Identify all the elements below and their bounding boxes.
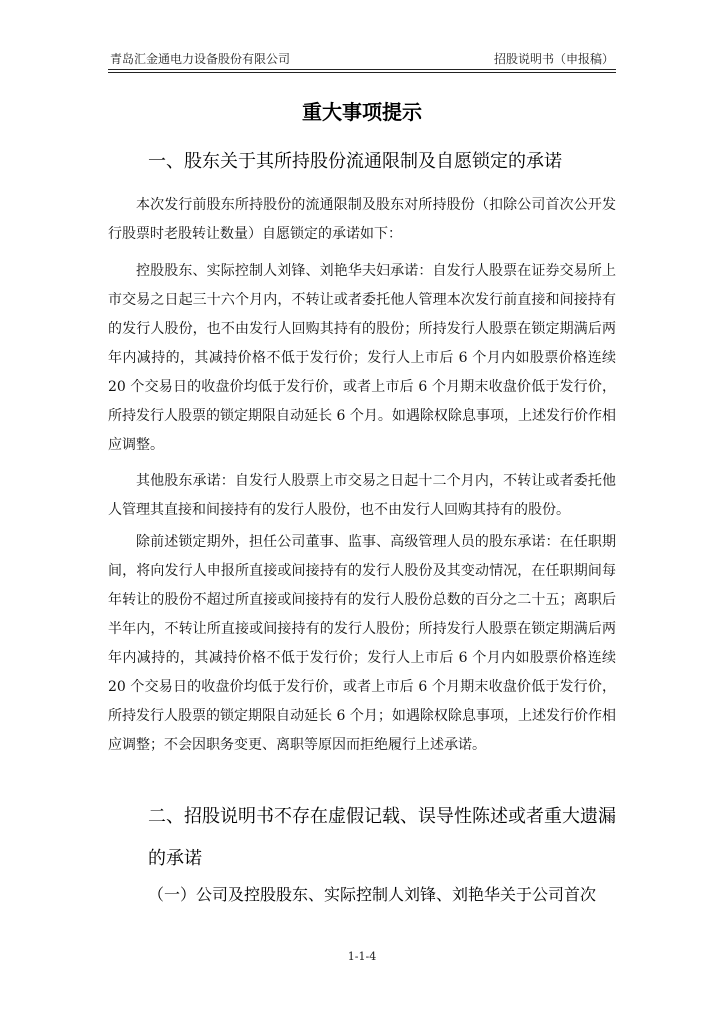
header-rule-double bbox=[108, 72, 616, 73]
section-1-heading-text: 一、股东关于其所持股份流通限制及自愿锁定的承诺 bbox=[148, 151, 562, 172]
page-number: 1-1-4 bbox=[347, 950, 377, 963]
section-1-heading bbox=[108, 141, 616, 183]
section-2-heading-text: 二、招股说明书不存在虚假记载、误导性陈述或者重大遗漏的承诺 bbox=[148, 806, 616, 869]
header-company: 青岛汇金通电力设备股份有限公司 bbox=[110, 52, 291, 66]
header-doc-type: 招股说明书（申报稿） bbox=[493, 52, 614, 66]
section-1-paragraph-2: 控股股东、实际控制人刘锋、刘艳华夫妇承诺：自发行人股票在证券交易所上市交易之日起三十六个月内，不转让或者委托他人管理本次发行前直接和间接持有的发行人股份，也不由发行人回购其持有的股份；所持发行人股票在锁定期满后两年内减持的，其减持价格不低于发行价；发行人上市后 6 个月内如股票价格连续 20 个交易日的收盘价均低于发行价，或者上市后 6 个月期末收盘价低于发行价，所持发行人股票的锁定期限自动延长 6 个月。如遇除权除息事项，上述发行价作相应调整。 bbox=[108, 263, 616, 453]
section-2-subheading: （一）公司及控股股东、实际控制人刘锋、刘艳华关于公司首次 bbox=[148, 885, 597, 904]
page-title: 重大事项提示 bbox=[302, 100, 422, 124]
section-1-paragraph-4: 除前述锁定期外，担任公司董事、监事、高级管理人员的股东承诺：在任职期间，将向发行人申报所直接或间接持有的发行人股份及其变动情况，在任职期间每年转让的股份不超过所直接或间接持有的发行人股份总数的百分之二十五；离职后半年内，不转让所直接或间接持有的发行人股份；所持发行人股票在锁定期满后两年内减持的，其减持价格不低于发行价；发行人上市后 6 个月内如股票价格连续 20 个交易日的收盘价均低于发行价，或者上市后 6 个月期末收盘价低于发行价，所持发行人股票的锁定期限自动延长 6 个月；如遇除权除息事项，上述发行价作相应调整；不会因职务变更、离职等原因而拒绝履行上述承诺。 bbox=[108, 534, 616, 753]
section-2-heading bbox=[108, 796, 616, 880]
section-1-paragraph-3: 其他股东承诺：自发行人股票上市交易之日起十二个月内，不转让或者委托他人管理其直接和间接持有的发行人股份，也不由发行人回购其持有的股份。 bbox=[108, 473, 616, 518]
section-1-paragraph-1: 本次发行前股东所持股份的流通限制及股东对所持股份（扣除公司首次公开发行股票时老股转让数量）自愿锁定的承诺如下： bbox=[108, 197, 616, 242]
header-rule bbox=[108, 69, 616, 70]
